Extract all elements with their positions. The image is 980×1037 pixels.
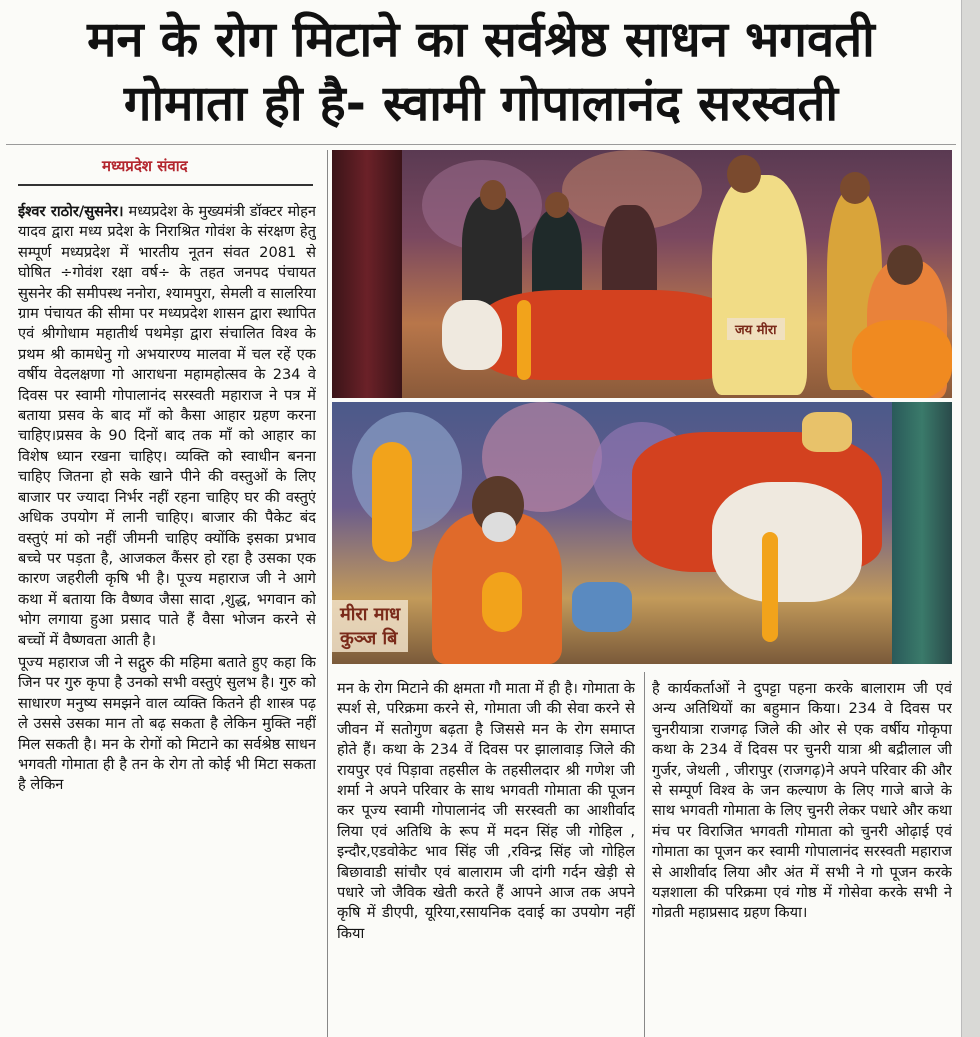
paragraph: पूज्य महाराज जी ने सद्गुरु की महिमा बताते हुए कहा कि जिन पर गुरु कृपा है उनको सभी वस्तुएं सुलभ है। गुरु को साधारण मनुष्य समझने वाल व्यक्ति कितने ही शास्त्र पढ़ ले उससे उसका मान तो बढ़ सकता है लेकिन मुक्ति नहीं मिल सकती है। मन के रोगों को मिटाने का सर्वश्रेष्ठ साधन भगवती गोमाता ही है तन के रोग तो कोई भी मिटा सकता है लेकिन (18, 653, 316, 794)
dateline: मध्यप्रदेश संवाद (102, 157, 188, 175)
paragraph: है कार्यकर्ताओं ने दुपट्टा पहना करके बालाराम जी एवं अन्य अतिथियों का बहुमान किया। 234 वे दिवस पर चुनरीयात्रा राजगढ़ जिले की ओर से एक वर्षीय गोकृपा कथा के 234 वें दिवस पर चुनरी यात्रा श्री बद्रीलाल जी गुर्जर, जेथली , जीरापुर (राजगढ़)ने अपने परिवार की और से सम्पूर्ण विश्व के जन कल्याण के लिए गाजे बाजे के साथ भगवती गोमाता के लिए चुनरी लेकर पधारे और कथा मंच पर विराजित भगवती गोमाता को चुनरी ओढ़ाई एवं गोमाता का पूजन कर स्वामी गोपालानंद सरस्वती महाराज से आशीर्वाद लिया और अंत में सभी ने गो पूजन करके यज्ञशाला की परिक्रमा एवं गोष्ठ में गोसेवा करके सभी ने गोव्रती महाप्रसाद ग्रहण किया। (652, 680, 952, 922)
headline-line-1: मन के रोग मिटाने का सर्वश्रेष्ठ साधन भगवती (87, 11, 875, 68)
paragraph (18, 202, 316, 651)
cow-head (712, 482, 862, 602)
headline-rule (6, 144, 956, 145)
article-column-3 (652, 679, 952, 1037)
side-curtain (892, 402, 952, 664)
garland (482, 572, 522, 632)
swami-head (887, 245, 923, 285)
byline: ईश्वर राठोर/सुसनेर। (18, 203, 124, 220)
photo-swami-discourse (332, 402, 952, 664)
headline (0, 8, 962, 136)
marigold-garland (517, 300, 531, 380)
stage-banner (332, 600, 408, 652)
paragraph-text: मध्यप्रदेश के मुख्यमंत्री डॉक्टर मोहन यादव द्वारा मध्य प्रदेश के निराश्रित गोवंश के संरक्षण हेतु सम्पूर्ण मध्यप्रदेश में भारतीय नूतन संवत 2081 से घोषित ÷गोवंश रक्षा वर्ष÷ के तहत जनपद पंचायत सुसनेर की समीपस्थ ननोरा, श्यामपुरा, सेमली व सालरिया ग्राम पंचायत की सीमा पर मध्यप्रदेश शासन द्वारा स्थापित एवं श्रीगोधाम महातीर्थ पथमेड़ा द्वारा संचालित विश्व के प्रथम श्री कामधेनु गो अभयारण्य मालवा में चल रहें एक वर्षीय वेदलक्षणा गो आराधना महामहोत्सव के 234 वे दिवस पर स्वामी गोपालानंद सरस्वती महाराज ने पत्र में बताया प्रसव के बाद माँ को कैसा आहार ग्रहण करना चाहिए।प्रसव के 90 दिनों बाद तक माँ को आहार का विशेष ध्यान रखना चाहिए। व्यक्ति को स्वाधीन बनना चाहिए जितना हो सके खाने पीने की वस्तुओं के लिए बाजार पर ज्यादा निर्भर नहीं रहना चाहिए घर की वस्तुएं अधिक उपयोग में लानी चाहिए। बाजार की पैकेट बंद वस्तुएं मां को नहीं जीमनी चाहिए क्योंकि इसका प्रभाव बच्चे पर पड़ता है, आजकल कैंसर हो रहा है उसका एक कारण जहरीली कृषि भी है। पूज्य महाराज जी ने आगे कथा में बताया कि वैष्णव जैसा सादा ,शुद्ध, भगवान को भोग लगाया हुआ प्रसाद पाते हैं वैसा भोजन करने से बच्चों में वैष्णवता आती है। (18, 203, 316, 649)
devotee-head (480, 180, 506, 210)
stage-banner-line-2: कुञ्ज बि (340, 628, 398, 649)
priest-head (727, 155, 761, 193)
headline-line-2: गोमाता ही है- स्वामी गोपालानंद सरस्वती (123, 75, 839, 132)
priest-head (840, 172, 870, 204)
stage-banner: जय मीरा (727, 318, 785, 340)
marigold-garland (762, 532, 778, 642)
column-divider (644, 672, 645, 1037)
cow-head (442, 300, 502, 370)
flower-decoration (852, 320, 952, 398)
photo-cow-worship (332, 150, 952, 398)
devotee-head (545, 192, 569, 218)
page-edge (961, 0, 980, 1037)
curtain (332, 150, 402, 398)
swami-beard (482, 512, 516, 542)
article-column-2 (337, 679, 635, 1037)
paragraph: मन के रोग मिटाने की क्षमता गौ माता में ही है। गोमाता के स्पर्श से, परिक्रमा करने से, गोमाता जी की सेवा करने से जीवन में सतोगुण बढ़ता है जिससे मन के रोग समाप्त होते हैं। कथा के 234 वें दिवस पर झालावाड़ जिले की रायपुर एवं पिड़ावा तहसील के तहसीलदार श्री गणेश जी शर्मा ने अपने परिवार के साथ भगवती गोमाता की पूजन कर पूज्य स्वामी गोपालानंद जी सरस्वती का आशीर्वाद लिया एवं अतिथि के रूप में मदन सिंह जी गोहिल , इन्दौर,एडवोकेट भाव सिंह जी ,रविन्द्र सिंह जो गोहिल बिछावाडी सांचौर एवं बालाराम जी दांगी गर्दन खेड़ी से पधारे जो जैविक खेती करते हैं आपने आज तक अपने कृषि में डीएपी, यूरिया,रसायनिक दवाई का उपयोग नहीं किया (337, 680, 635, 942)
priest-figure (712, 175, 807, 395)
idol-garland (372, 442, 412, 562)
puja-box (572, 582, 632, 632)
article-column-1 (18, 202, 316, 1037)
stage-banner-line-1: मीरा माध (340, 604, 401, 625)
cow-crown (802, 412, 852, 452)
column-divider (327, 150, 328, 1037)
dateline-rule (18, 184, 313, 186)
